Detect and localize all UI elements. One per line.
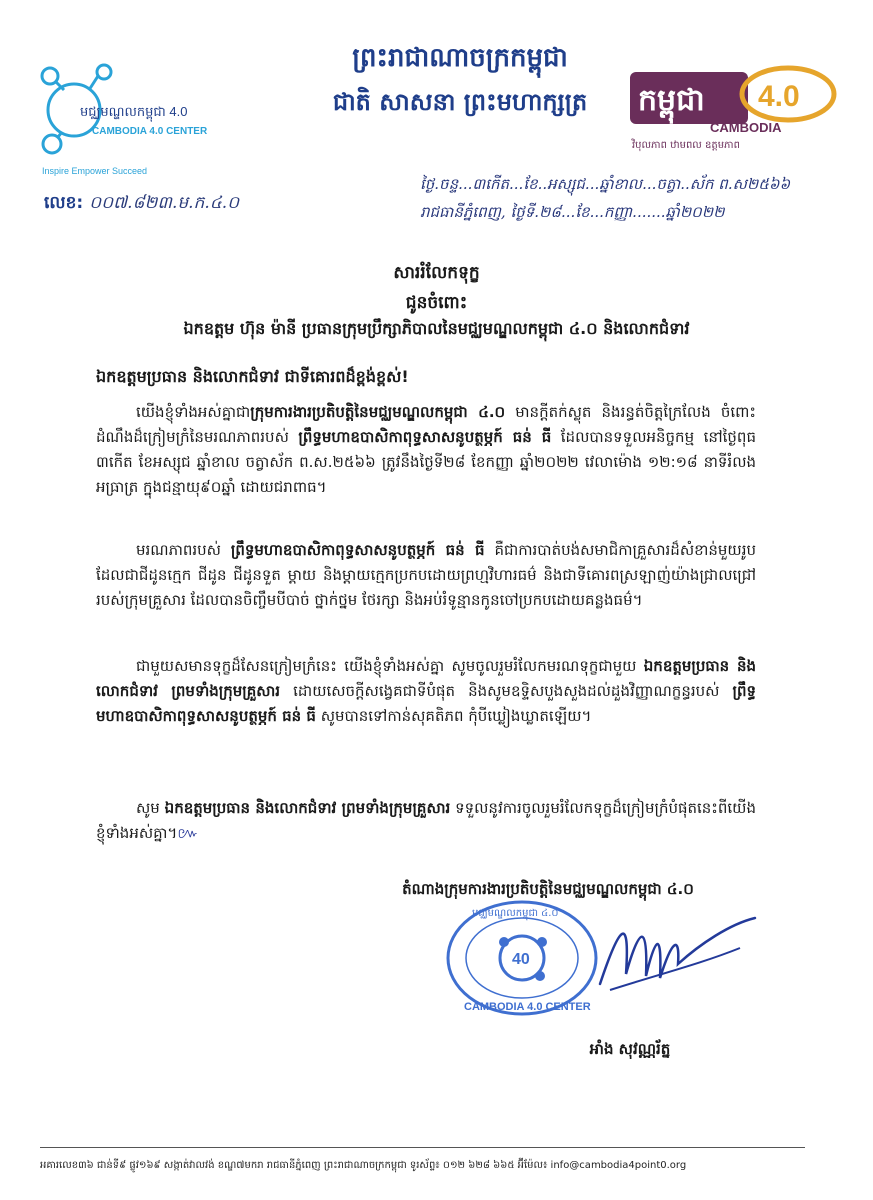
brand-logo-icon xyxy=(628,62,848,154)
paragraph-1 xyxy=(96,400,756,500)
brand-word: CAMBODIA xyxy=(710,120,782,135)
cambodia-4-0-brand-logo xyxy=(628,62,848,154)
p2-text-b: ព្រឹទ្ធមហាឧបាសិកាពុទ្ធសាសនូបត្ថម្ភក៍ ធន់ ធី xyxy=(230,541,485,559)
reference-number xyxy=(44,192,239,217)
logo-tagline: Inspire Empower Succeed xyxy=(42,166,148,176)
brand-version: 4.0 xyxy=(758,80,800,113)
p3-text-d: ព្រឹទ្ធមហាឧបាសិកាពុទ្ធសាសនូបត្ថម្ភក៍ ធន់ ធី xyxy=(96,682,757,725)
official-stamp xyxy=(442,898,602,1018)
footer-address: អគារលេខ៣៦ ជាន់ទី៩ ផ្លូវ១៦៩ សង្កាត់វាលវង់ ខណ្ឌ៧មករា រាជធានីភ្នំពេញ ព្រះរាជាណាចក្រកម្ពុជា ទូរស័ព្ទ៖ ០១២ ៦២៨ ៦៦៥ អ៊ីម៉ែល៖ info@cambodia4point0.org xyxy=(40,1160,687,1171)
p3-text-e: សូមបានទៅកាន់សុគតិភព កុំបីឃ្លៀងឃ្លាតឡើយ។ xyxy=(315,707,592,725)
p4-text-a: សូម xyxy=(136,799,165,817)
stamp-english-text: CAMBODIA 4.0 CENTER xyxy=(464,1001,591,1013)
solar-date: រាជធានីភ្នំពេញ, ថ្ងៃទី.២៨...ខែ...កញ្ញា.......ឆ្នាំ២០២២ xyxy=(420,203,725,221)
p3-text-b: ឯកឧត្តមប្រធាន និងលោកជំទាវ ព្រមទាំងក្រុមគ្រួសារ xyxy=(96,657,756,700)
signer-name: អាំង សុវណ្ណរ័ត្ន xyxy=(589,1040,671,1058)
kingdom-line-2: ជាតិ សាសនា ព្រះមហាក្សត្រ xyxy=(332,88,588,116)
logo-english-name: CAMBODIA 4.0 CENTER xyxy=(92,126,208,137)
stamp-seal-icon xyxy=(442,898,602,1018)
reference-value: ០០៧.៨២៣.ម.ក.៤.០ xyxy=(89,193,240,213)
paragraph-2 xyxy=(96,538,756,613)
p1-text-b: ក្រុមការងារប្រតិបត្តិនៃមជ្ឈមណ្ឌលកម្ពុជា ៤.០ xyxy=(250,403,506,421)
footer-divider xyxy=(40,1147,805,1148)
salutation: ឯកឧត្តមប្រធាន និងលោកជំទាវ ជាទីគោរពដ៏ខ្ពង់ខ្ពស់! xyxy=(96,367,409,386)
paragraph-4 xyxy=(96,796,756,846)
signature-icon xyxy=(590,904,760,1004)
network-logo-icon xyxy=(34,62,234,180)
p1-text-c: មានក្តីតក់ស្លុត និងរន្ធត់ចិត្តក្រៃលែង ចំពោះដំណឹងដ៏ក្រៀមក្រំនៃមរណភាពរបស់ xyxy=(96,403,757,446)
letter-to: ជូនចំពោះ xyxy=(405,293,468,313)
p2-text-c: គឺជាការបាត់បង់សមាជិកាគ្រួសារដ៏សំខាន់មួយរូបដែលជាជីដូនក្មេក ជីដូន ជីដូនទួត ម្តាយ និងម្តាយក្មេកប្រកបដោយព្រហ្មវិហារធម៌ និងជាទីគោរពស្រឡាញ់យ៉ាងជ្រាលជ្រៅរបស់ក្រុមគ្រួសារ ដែលបានចិញ្ចឹមបីបាច់ ថ្នាក់ថ្នម ថែរក្សា និងអប់រំទូន្មានកូនចៅប្រកបដោយគន្លងធម៌។ xyxy=(96,541,756,609)
lunar-date: ថ្ងៃ.ចន្ទ...៣កើត...ខែ..អស្សុជ...ឆ្នាំខាល...ចត្វា..ស័ក ព.ស២៥៦៦ xyxy=(420,175,791,193)
letter-title: សាររំលែកទុក្ខ xyxy=(393,263,480,283)
date-block xyxy=(420,170,850,226)
stamp-khmer-text: មជ្ឈមណ្ឌលកម្ពុជា ៤.០ xyxy=(472,908,559,919)
p2-text-a: មរណភាពរបស់ xyxy=(136,541,231,559)
reference-label: លេខ: xyxy=(44,193,84,213)
p1-text-d: ព្រឹទ្ធមហាឧបាសិកាពុទ្ធសាសនូបត្ថម្ភក៍ ធន់ ធី xyxy=(298,428,552,446)
kingdom-motto xyxy=(260,36,660,124)
p4-text-c: ទទួលនូវការចូលរួមរំលែកទុក្ខដ៏ក្រៀមក្រំបំផុតនេះពីយើងខ្ញុំទាំងអស់គ្នា។ xyxy=(96,799,756,842)
paragraph-3 xyxy=(96,654,756,729)
p3-text-a: ជាមួយសមានទុក្ខដ៏សែនក្រៀមក្រំនេះ យើងខ្ញុំទាំងអស់គ្នា សូមចូលរួមរំលែកមរណទុក្ខជាមួយ xyxy=(136,657,644,675)
p4-text-b: ឯកឧត្តមប្រធាន និងលោកជំទាវ ព្រមទាំងក្រុមគ្រួសារ xyxy=(164,799,451,817)
kingdom-line-1: ព្រះរាជាណាចក្រកម្ពុជា xyxy=(352,43,568,73)
p3-text-c: ដោយសេចក្តីសង្វេគជាទីបំផុត និងសូមឧទ្ទិសបួងសួងដល់ដួងវិញ្ញាណក្ខន្ធរបស់ xyxy=(280,682,733,700)
handwritten-signature xyxy=(590,904,760,1004)
signatory-title: តំណាងក្រុមការងារប្រតិបត្តិនៃមជ្ឈមណ្ឌលកម្ពុជា ៤.០ xyxy=(402,880,694,898)
cambodia-4-center-logo xyxy=(34,62,234,180)
p1-text-a: យើងខ្ញុំទាំងអស់គ្នាជា xyxy=(136,403,251,421)
p4-end-mark: ៚ xyxy=(177,824,199,842)
letter-recipient: ឯកឧត្តម ហ៊ុន ម៉ានី ប្រធានក្រុមប្រឹក្សាភិបាលនៃមជ្ឈមណ្ឌលកម្ពុជា ៤.០ និងលោកជំទាវ xyxy=(183,319,690,338)
svg-text:40: 40 xyxy=(512,951,530,968)
logo-khmer-name: មជ្ឈមណ្ឌលកម្ពុជា 4.0 xyxy=(80,104,188,119)
brand-tagline: វិបុលភាព ឋាមពល ឧត្តមភាព xyxy=(632,140,740,151)
p1-text-e: ដែលបានទទួលអនិច្ចកម្ម នៅថ្ងៃពុធ ៣កើត ខែអស្សុជ ឆ្នាំខាល ចត្វាស័ក ព.ស.២៥៦៦ ត្រូវនឹងថ្ងៃទី២៨ ខែកញ្ញា ឆ្នាំ២០២២ វេលាម៉ោង ១២:១៨ នាទីរំលងអធ្រាត្រ ក្នុងជន្មាយុ៩០ឆ្នាំ ដោយជរាពាធ។ xyxy=(96,428,756,496)
brand-khmer-mark: កម្ពុជា xyxy=(638,83,705,118)
